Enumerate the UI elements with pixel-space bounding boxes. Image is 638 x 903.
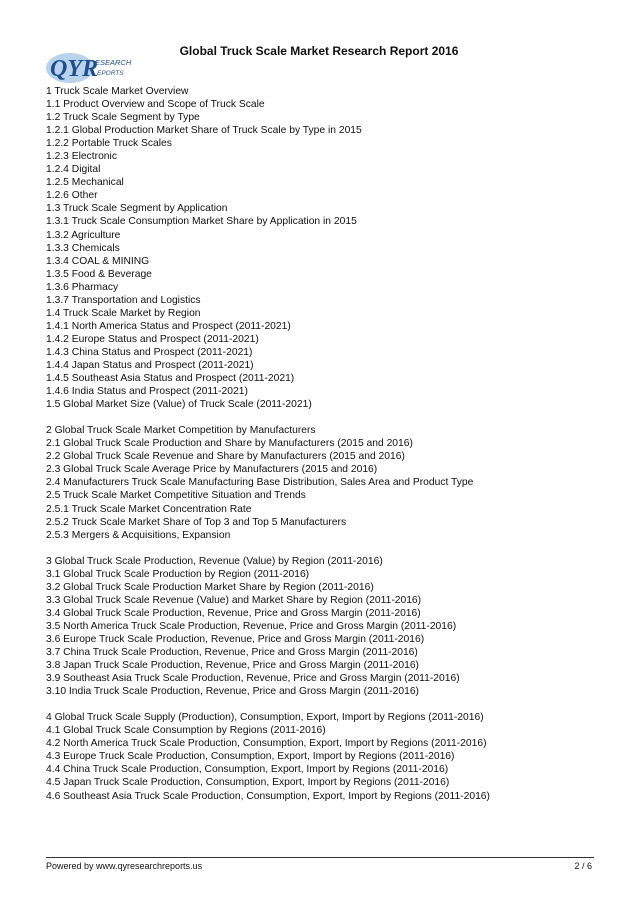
toc-entry: 3.3 Global Truck Scale Revenue (Value) and Market Share by Region (2011-2016) (46, 594, 422, 606)
toc-entry: 1.3.6 Pharmacy (46, 281, 119, 293)
section-spacer (46, 411, 606, 424)
toc-entry: 2.5 Truck Scale Market Competitive Situation and Trends (46, 490, 306, 502)
footer-page-number: 2 / 6 (574, 861, 592, 871)
toc-entry: 4.4 China Truck Scale Production, Consumption, Export, Import by Regions (2011-2016) (46, 764, 449, 776)
section-spacer (46, 542, 606, 555)
toc-entry: 3.8 Japan Truck Scale Production, Revenue, Price and Gross Margin (2011-2016) (46, 660, 419, 672)
section-spacer (46, 698, 606, 711)
toc-entry: 2.5.3 Mergers & Acquisitions, Expansion (46, 529, 231, 541)
toc-entry: 1.2.1 Global Production Market Share of Truck Scale by Type in 2015 (46, 125, 362, 137)
toc-entry: 1.3.5 Food & Beverage (46, 268, 152, 280)
toc-entry: 3.9 Southeast Asia Truck Scale Production, Revenue, Price and Gross Margin (2011-2016) (46, 673, 460, 685)
toc-entry: 1.3.4 COAL & MINING (46, 255, 150, 267)
toc-section (46, 85, 606, 411)
toc-entry: 1.4.3 China Status and Prospect (2011-2021) (46, 346, 253, 358)
toc-entry: 1.4.2 Europe Status and Prospect (2011-2021) (46, 333, 259, 345)
toc-entry: 3.6 Europe Truck Scale Production, Revenue, Price and Gross Margin (2011-2016) (46, 633, 425, 645)
toc-entry: 2 Global Truck Scale Market Competition by Manufacturers (46, 425, 316, 437)
toc-entry: 3.5 North America Truck Scale Production, Revenue, Price and Gross Margin (2011-2016) (46, 620, 457, 632)
toc-entry: 4.3 Europe Truck Scale Production, Consumption, Export, Import by Regions (2011-2016) (46, 751, 455, 763)
toc-entry: 3.10 India Truck Scale Production, Revenue, Price and Gross Margin (2011-2016) (46, 686, 419, 698)
toc-entry: 3.4 Global Truck Scale Production, Revenue, Price and Gross Margin (2011-2016) (46, 607, 421, 619)
toc-entry: 1.2.5 Mechanical (46, 177, 124, 189)
logo-word-bottom: EPORTS (97, 70, 124, 77)
toc-section (46, 711, 606, 802)
toc-entry: 3.2 Global Truck Scale Production Market Share by Region (2011-2016) (46, 581, 374, 593)
toc-entry: 1.3.2 Agriculture (46, 229, 121, 241)
toc-entry: 2.5.1 Truck Scale Market Concentration Rate (46, 503, 252, 515)
toc-entry: 1.4 Truck Scale Market by Region (46, 307, 201, 319)
footer-divider (46, 857, 594, 858)
toc-entry: 1.3.1 Truck Scale Consumption Market Share by Application in 2015 (46, 216, 357, 228)
toc-entry: 2.5.2 Truck Scale Market Share of Top 3 and Top 5 Manufacturers (46, 516, 347, 528)
toc-entry: 1.4.5 Southeast Asia Status and Prospect (2011-2021) (46, 373, 295, 385)
toc-entry: 1.5 Global Market Size (Value) of Truck Scale (2011-2021) (46, 399, 312, 411)
toc-entry: 3.1 Global Truck Scale Production by Region (2011-2016) (46, 568, 310, 580)
toc-entry: 1 Truck Scale Market Overview (46, 86, 189, 97)
logo-letters: QYR (50, 56, 98, 82)
toc-entry: 1.3 Truck Scale Segment by Application (46, 203, 228, 215)
toc-entry: 4.2 North America Truck Scale Production, Consumption, Export, Import by Regions (2011-2016) (46, 738, 487, 750)
toc-entry: 1.2.3 Electronic (46, 151, 117, 163)
toc-entry: 2.3 Global Truck Scale Average Price by Manufacturers (2015 and 2016) (46, 464, 378, 476)
toc-entry: 1.2.6 Other (46, 190, 98, 202)
toc-entry: 2.4 Manufacturers Truck Scale Manufacturing Base Distribution, Sales Area and Product Type (46, 477, 474, 489)
toc-entry: 1.3.3 Chemicals (46, 242, 120, 254)
toc-entry: 3.7 China Truck Scale Production, Revenue, Price and Gross Margin (2011-2016) (46, 647, 418, 659)
toc-entry: 1.2.2 Portable Truck Scales (46, 138, 172, 150)
toc-section (46, 424, 606, 541)
toc-entry: 1.4.1 North America Status and Prospect (2011-2021) (46, 320, 291, 332)
toc-entry: 2.2 Global Truck Scale Revenue and Share by Manufacturers (2015 and 2016) (46, 451, 405, 463)
footer-powered-by: Powered by www.qyresearchreports.us (46, 861, 203, 871)
toc-entry: 1.2 Truck Scale Segment by Type (46, 112, 200, 124)
toc-section (46, 555, 606, 699)
logo-word-top: ESEARCH (95, 58, 132, 67)
table-of-contents (46, 85, 606, 803)
toc-entry: 4.1 Global Truck Scale Consumption by Regions (2011-2016) (46, 725, 326, 737)
toc-entry: 1.1 Product Overview and Scope of Truck Scale (46, 99, 265, 111)
toc-entry: 4.5 Japan Truck Scale Production, Consumption, Export, Import by Regions (2011-2016) (46, 777, 450, 789)
toc-entry: 1.4.6 India Status and Prospect (2011-2021) (46, 386, 248, 398)
toc-entry: 1.3.7 Transportation and Logistics (46, 294, 201, 306)
toc-entry: 1.4.4 Japan Status and Prospect (2011-2021) (46, 359, 254, 371)
toc-entry: 4 Global Truck Scale Supply (Production), Consumption, Export, Import by Regions (2011-2016) (46, 712, 484, 724)
toc-entry: 1.2.4 Digital (46, 164, 101, 176)
document-title: Global Truck Scale Market Research Report 2016 (179, 44, 459, 58)
toc-entry: 3 Global Truck Scale Production, Revenue (Value) by Region (2011-2016) (46, 555, 383, 567)
toc-entry: 2.1 Global Truck Scale Production and Share by Manufacturers (2015 and 2016) (46, 438, 413, 450)
toc-entry: 4.6 Southeast Asia Truck Scale Production, Consumption, Export, Import by Regions (2011-2016) (46, 790, 490, 802)
